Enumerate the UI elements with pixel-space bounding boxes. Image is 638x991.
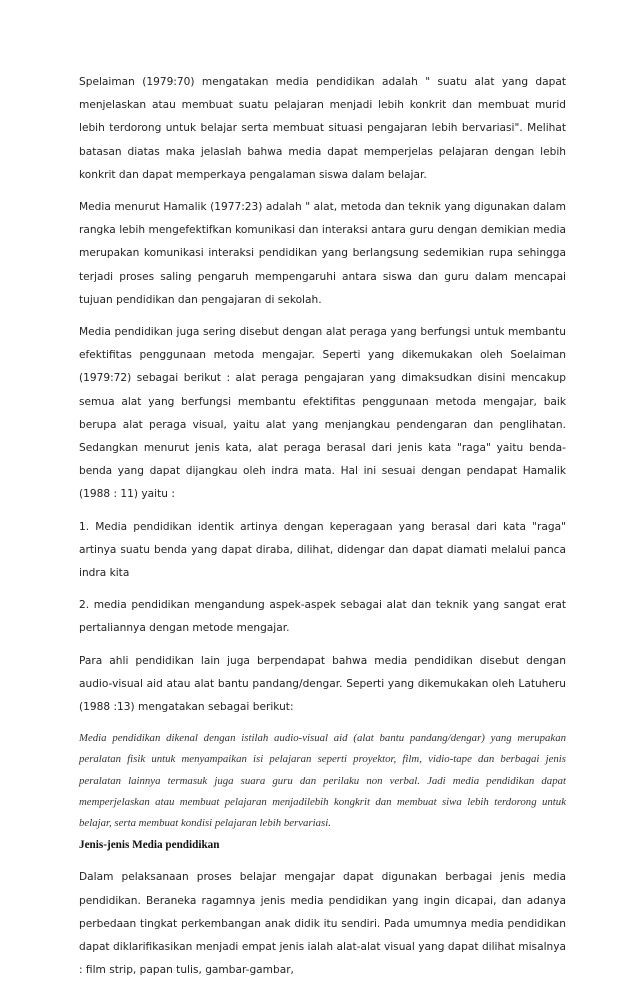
document-body (79, 71, 566, 991)
section-heading: Jenis-jenis Media pendidikan (79, 839, 220, 852)
paragraph-latuheru: Para ahli pendidikan lain juga berpendapat bahwa media pendidikan disebut dengan audio-visual aid atau alat bantu pandang/dengar. Seperti yang dikemukakan oleh Latuheru (1988 :13) mengatakan sebagai berikut: (79, 654, 566, 714)
list-item-1: 1. Media pendidikan identik artinya dengan keperagaan yang berasal dari kata "raga" artinya suatu benda yang dapat diraba, dilihat, didengar dan dapat diamati melalui panca indra kita (79, 520, 566, 580)
block-quote: Media pendidikan dikenal dengan istilah audio-visual aid (alat bantu pandang/dengar) yang merupakan peralatan fisik untuk menyampaikan isi pelajaran seperti proyektor, film, vidio-tape dan berbagai jenis peralatan lainnya termasuk juga suara guru dan perilaku non verbal. Jadi media pendidikan dapat memperjelaskan atau membuat pelajaran menjadilebih kongkrit dan membuat siwa lebih terdorong untuk belajar, serta membuat kondisi pelajaran lebih bervariasi. (79, 732, 566, 830)
paragraph-alat-peraga: Media pendidikan juga sering disebut dengan alat peraga yang berfungsi untuk membantu efektifitas penggunaan metoda mengajar. Seperti yang dikemukakan oleh Soelaiman (1979:72) sebagai berikut : alat peraga pengajaran yang dimaksudkan disini mencakup semua alat yang berfungsi membantu efektifitas penggunaan metoda mengajar, baik berupa alat peraga visual, yaitu alat yang menjangkau pendengaran dan penglihatan. Sedangkan menurut jenis kata, alat peraga berasal dari jenis kata "raga" yaitu benda-benda yang dapat dijangkau oleh indra mata. Hal ini sesuai dengan pendapat Hamalik (1988 : 11) yaitu : (79, 326, 566, 501)
list-item-2: 2. media pendidikan mengandung aspek-aspek sebagai alat dan teknik yang sangat erat pertaliannya dengan metode mengajar. (79, 599, 566, 635)
paragraph-soelaiman: Spelaiman (1979:70) mengatakan media pendidikan adalah " suatu alat yang dapat menjelaskan atau membuat suatu pelajaran menjadi lebih konkrit dan membuat murid lebih terdorong untuk belajar serta membuat situasi pengajaran lebih bervariasi". Melihat batasan diatas maka jelaslah bahwa media dapat memperjelas pelajaran dengan lebih konkrit dan dapat memperkaya pengalaman siswa dalam belajar. (79, 76, 566, 181)
paragraph-hamalik: Media menurut Hamalik (1977:23) adalah " alat, metoda dan teknik yang digunakan dalam rangka lebih mengefektifkan komunikasi dan interaksi antara guru dengan demikian media merupakan komunikasi interaksi pendidikan yang berlangsung sedemikian rupa sehingga terjadi proses saling pengaruh mempengaruhi antara siswa dan guru dalam mencapai tujuan pendidikan dan pengajaran di sekolah. (79, 201, 566, 306)
paragraph-jenis-media: Dalam pelaksanaan proses belajar mengajar dapat digunakan berbagai jenis media pendidikan. Beraneka ragamnya jenis media pendidikan yang ingin dicapai, dan adanya perbedaan tingkat perkembangan anak didik itu sendiri. Pada umumnya media pendidikan dapat diklarifikasikan menjadi empat jenis ialah alat-alat visual yang dapat dilihat misalnya : film strip, papan tulis, gambar-gambar, (79, 871, 566, 977)
